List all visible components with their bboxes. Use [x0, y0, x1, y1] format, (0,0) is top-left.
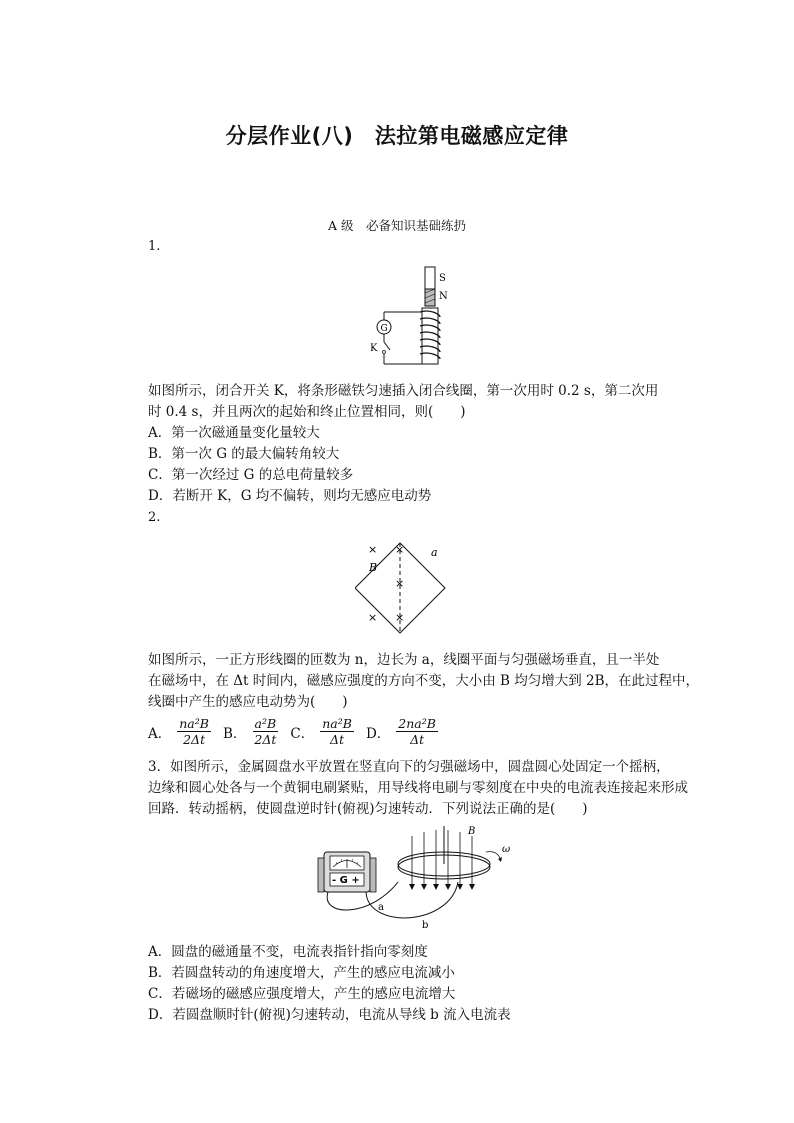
q2-option-a-fraction [177, 716, 211, 747]
q2-number: 2. [148, 510, 161, 525]
page-title: 分层作业(八) 法拉第电磁感应定律 [225, 124, 569, 148]
q2-option-c-fraction [320, 716, 354, 747]
q3-label-omega: ω [502, 844, 511, 855]
q2-option-d-label: D． [365, 725, 391, 742]
q3-option-c: C．若磁场的磁感应强度增大，产生的感应电流增大 [148, 986, 456, 1002]
q2-stem-line3: 线圈中产生的感应电动势为( ) [148, 694, 348, 710]
q1-label-s: S [439, 273, 446, 284]
q2-cross-4: × [368, 611, 378, 624]
q3-option-d: D．若圆盘顺时针(俯视)匀速转动，电流从导线 b 流入电流表 [148, 1007, 511, 1023]
q3-stem-line3: 回路．转动摇柄，使圆盘逆时针(俯视)匀速转动．下列说法正确的是( ) [148, 801, 588, 817]
q2-option-c [290, 716, 354, 747]
q2-option-c-denominator: Δt [330, 732, 345, 747]
q1-option-c: C．第一次经过 G 的总电荷量较多 [148, 467, 354, 483]
q2-option-a-denominator: 2Δt [183, 732, 206, 747]
q2-option-b-label: B． [222, 725, 247, 742]
q2-figure [355, 538, 465, 638]
q1-option-a: A．第一次磁通量变化量较大 [148, 425, 320, 441]
q3-label-g: - G + [332, 875, 360, 886]
q1-label-g: G [380, 324, 388, 334]
q3-option-b: B．若圆盘转动的角速度增大，产生的感应电流减小 [148, 965, 455, 981]
q1-option-b: B．第一次 G 的最大偏转角较大 [148, 446, 340, 462]
section-title: A 级 必备知识基础练扔 [327, 218, 466, 233]
q2-option-d-fraction [396, 716, 438, 747]
q3-option-a: A．圆盘的磁通量不变，电流表指针指向零刻度 [148, 944, 428, 960]
q1-stem-line2: 时 0.4 s，并且两次的起始和终止位置相同，则( ) [148, 404, 466, 420]
q1-label-k: K [370, 343, 378, 354]
q2-cross-1: × [368, 543, 378, 556]
q2-cross-2: × [395, 543, 405, 556]
q3-stem-line2: 边缘和圆心处各与一个黄铜电刷紧贴，用导线将电刷与零刻度在中央的电流表连接起来形成 [148, 780, 688, 796]
q2-label-b: B [369, 561, 378, 574]
q3-label-b: b [422, 920, 429, 931]
q2-option-d [366, 716, 438, 747]
q2-stem-line2: 在磁场中，在 Δt 时间内，磁感应强度的方向不变，大小由 B 均匀增大到 2B，在此过程中， [148, 673, 700, 689]
q3-figure [310, 822, 530, 934]
q2-label-a: a [431, 546, 438, 559]
q3-label-field: B [468, 826, 476, 837]
q2-cross-5: × [395, 611, 405, 624]
q2-option-c-numerator: na²B [322, 716, 352, 731]
q3-stem-line1: 3．如图所示，金属圆盘水平放置在竖直向下的匀强磁场中，圆盘圆心处固定一个摇柄， [148, 759, 670, 775]
q1-option-d: D．若断开 K，G 均不偏转，则均无感应电动势 [148, 488, 432, 504]
q1-figure [360, 262, 470, 377]
q2-option-c-label: C． [290, 725, 315, 742]
q2-option-a-numerator: na²B [179, 716, 209, 731]
q2-options [148, 716, 450, 747]
q2-option-a-label: A． [148, 725, 172, 742]
q1-number: 1. [148, 239, 161, 254]
q2-option-b-denominator: 2Δt [254, 732, 277, 747]
q3-label-a: a [378, 902, 384, 913]
q2-option-d-numerator: 2na²B [398, 716, 436, 731]
q1-label-n: N [439, 291, 448, 302]
q2-option-a [148, 716, 211, 747]
q2-option-b-fraction [252, 716, 278, 747]
q2-cross-3: × [395, 577, 405, 590]
q2-option-d-denominator: Δt [410, 732, 425, 747]
q2-stem-line1: 如图所示，一正方形线圈的匝数为 n，边长为 a，线圈平面与匀强磁场垂直，且一半处 [148, 652, 660, 668]
q2-option-b [223, 716, 278, 747]
q2-option-b-numerator: a²B [254, 716, 277, 731]
q1-stem-line1: 如图所示，闭合开关 K，将条形磁铁匀速插入闭合线圈，第一次用时 0.2 s，第二次用 [148, 383, 659, 399]
